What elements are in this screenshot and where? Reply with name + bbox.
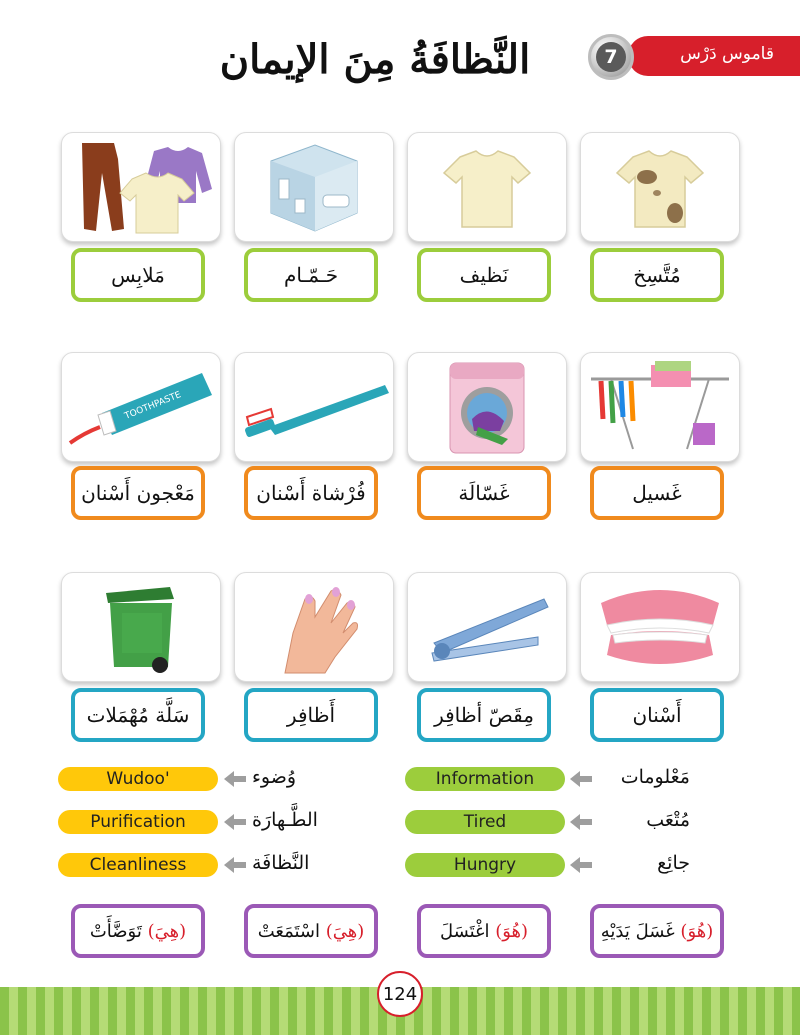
card-toothbrush xyxy=(234,352,394,462)
phrase-pronoun: (هُوَ) xyxy=(495,920,529,942)
vocab-arabic: الطَّـهارَة xyxy=(252,809,318,831)
phrase-box xyxy=(417,904,551,958)
vocab-english: Purification xyxy=(58,810,218,834)
laundry-rack-icon xyxy=(581,353,739,461)
vocab-english: Cleanliness xyxy=(58,853,218,877)
card-hand-nails xyxy=(234,572,394,682)
card-trash-bin xyxy=(61,572,221,682)
word-box xyxy=(71,466,205,520)
word-box xyxy=(590,688,724,742)
phrase-box xyxy=(590,904,724,958)
vocab-arabic: مُتْعَب xyxy=(646,809,690,831)
word-box xyxy=(417,466,551,520)
toothpaste-label: TOOTHPASTE xyxy=(123,390,183,422)
toothpaste-icon xyxy=(62,353,220,461)
word-label: غَسّالَة xyxy=(458,481,510,505)
clean-shirt-icon xyxy=(408,133,566,241)
page-number: 124 xyxy=(377,971,423,1017)
word-label: مُتَّسِخ xyxy=(633,263,681,287)
arrow-left-icon xyxy=(222,812,248,832)
word-box xyxy=(590,466,724,520)
word-box xyxy=(590,248,724,302)
vocab-english: Wudoo' xyxy=(58,767,218,791)
card-teeth xyxy=(580,572,740,682)
phrase-verb: اغْتَسَلَ xyxy=(439,920,490,942)
word-box xyxy=(71,688,205,742)
phrase-verb: غَسَلَ يَدَيْهِ xyxy=(600,920,675,942)
arrow-left-icon xyxy=(568,855,594,875)
word-label: أَسْنان xyxy=(632,703,682,727)
phrase-box xyxy=(244,904,378,958)
phrase-pronoun: (هِيَ) xyxy=(325,920,365,942)
arrow-left-icon xyxy=(568,769,594,789)
card-nail-clipper xyxy=(407,572,567,682)
word-label: حَـمّـام xyxy=(283,263,339,287)
dirty-shirt-icon xyxy=(581,133,739,241)
arrow-left-icon xyxy=(222,769,248,789)
nail-clipper-icon xyxy=(408,573,566,681)
lesson-number: 7 xyxy=(596,42,626,72)
hand-nails-icon xyxy=(235,573,393,681)
vocab-english: Tired xyxy=(405,810,565,834)
phrase-verb: اسْتَمَعَتْ xyxy=(257,920,320,942)
word-label: فُرْشاة أَسْنان xyxy=(256,481,366,505)
word-label: غَسيل xyxy=(632,481,682,505)
card-clean-shirt xyxy=(407,132,567,242)
word-box xyxy=(244,248,378,302)
vocab-arabic: جائِع xyxy=(657,852,690,874)
washing-machine-icon xyxy=(408,353,566,461)
vocab-arabic: النَّظافَة xyxy=(252,852,310,874)
word-box xyxy=(417,688,551,742)
word-box xyxy=(244,688,378,742)
arrow-left-icon xyxy=(222,855,248,875)
phrase-verb: تَوَضَّأَتْ xyxy=(89,920,142,942)
phrase-pronoun: (هِيَ) xyxy=(147,920,187,942)
word-label: نَظيف xyxy=(459,263,509,287)
lesson-badge xyxy=(588,34,800,80)
trash-bin-icon xyxy=(62,573,220,681)
phrase-box xyxy=(71,904,205,958)
card-toothpaste xyxy=(61,352,221,462)
vocab-english: Hungry xyxy=(405,853,565,877)
card-laundry-rack xyxy=(580,352,740,462)
word-box xyxy=(71,248,205,302)
lesson-label: قاموس دَرْس xyxy=(680,44,774,64)
card-clothes xyxy=(61,132,221,242)
toothbrush-icon xyxy=(235,353,393,461)
clothes-icon xyxy=(62,133,220,241)
word-box xyxy=(244,466,378,520)
phrase-pronoun: (هُوَ) xyxy=(680,920,714,942)
word-box xyxy=(417,248,551,302)
arrow-left-icon xyxy=(568,812,594,832)
word-label: مَعْجون أَسْنان xyxy=(81,481,195,505)
word-label: مَلابِس xyxy=(111,263,165,287)
card-bathroom xyxy=(234,132,394,242)
word-label: سَلَّة مُهْمَلات xyxy=(86,703,190,727)
vocab-english: Information xyxy=(405,767,565,791)
vocab-arabic: وُضوء xyxy=(252,766,297,788)
card-washing-machine xyxy=(407,352,567,462)
word-label: مِقَصّ أظافِر xyxy=(434,703,534,727)
word-label: أَظافِر xyxy=(286,703,336,727)
vocab-arabic: مَعْلومات xyxy=(620,766,690,788)
lesson-number-badge xyxy=(588,34,634,80)
teeth-icon xyxy=(581,573,739,681)
page-title: النَّظافَةُ مِنَ الإيمان xyxy=(219,36,531,83)
lesson-label-bar xyxy=(628,36,800,76)
card-dirty-shirt xyxy=(580,132,740,242)
bathroom-icon xyxy=(235,133,393,241)
